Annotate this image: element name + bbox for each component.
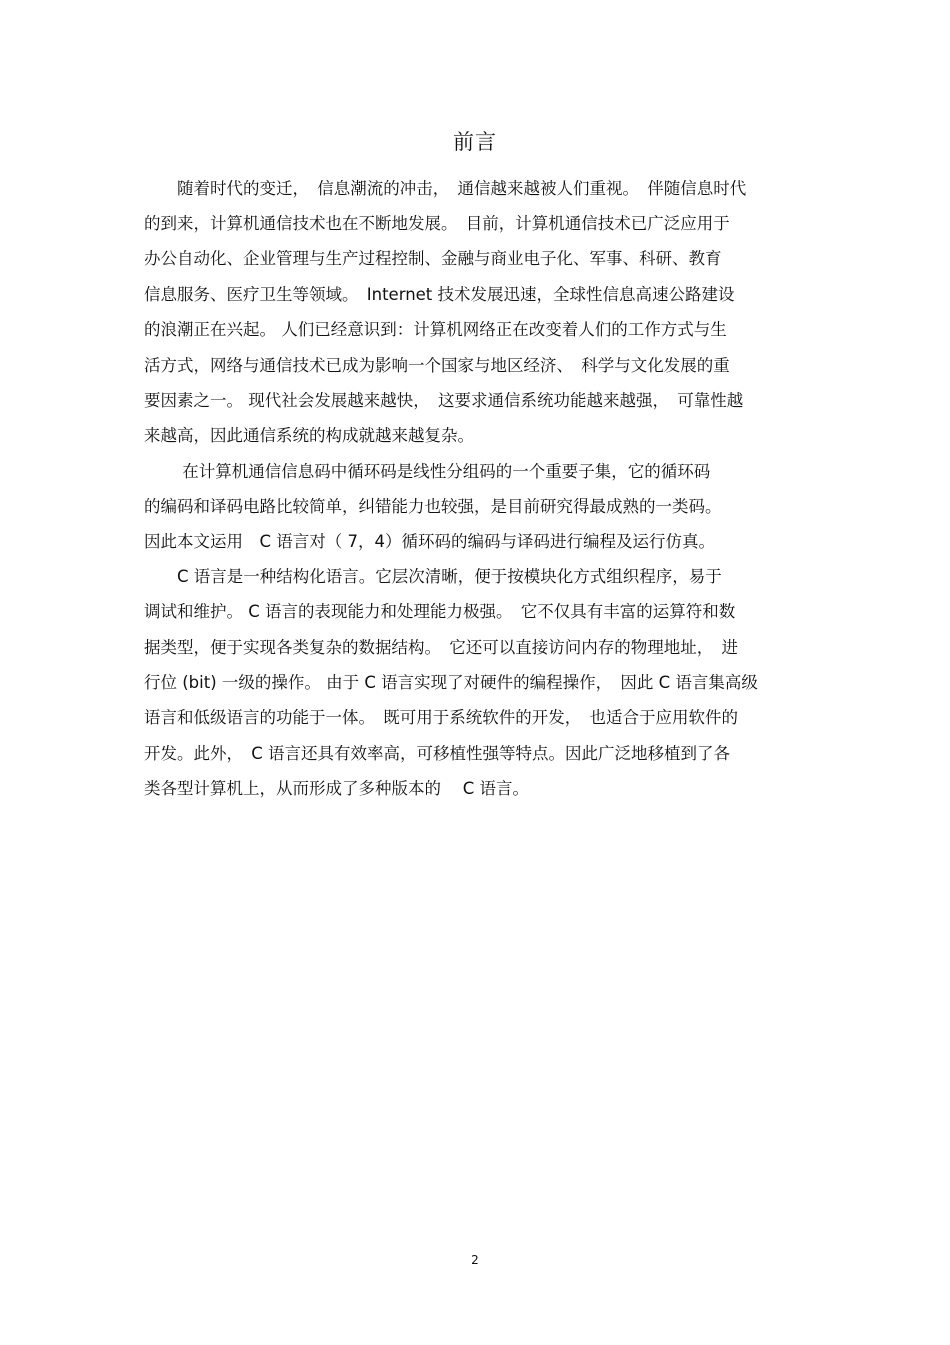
paragraph-line: 要因素之一。 现代社会发展越来越快， 这要求通信系统功能越来越强， 可靠性越 [144, 391, 744, 410]
paragraph-line: 来越高，因此通信系统的构成就越来越复杂。 [144, 426, 474, 445]
paragraph-line: 开发。此外， C 语言还具有效率高，可移植性强等特点。因此广泛地移植到了各 [144, 744, 731, 763]
paragraph-line: 语言和低级语言的功能于一体。 既可用于系统软件的开发， 也适合于应用软件的 [144, 708, 738, 727]
paragraph-line: 办公自动化、企业管理与生产过程控制、金融与商业电子化、军事、科研、教育 [144, 249, 722, 268]
paragraph-line: 信息服务、医疗卫生等领域。 Internet 技术发展迅速，全球性信息高速公路建设 [144, 285, 735, 304]
paragraph-line: 据类型，便于实现各类复杂的数据结构。 它还可以直接访问内存的物理地址， 进 [144, 638, 738, 657]
paragraph-line: 调试和维护。 C 语言的表现能力和处理能力极强。 它不仅具有丰富的运算符和数 [144, 602, 736, 621]
page-number: 2 [471, 1253, 479, 1267]
paragraph-line: 类各型计算机上，从而形成了多种版本的 C 语言。 [144, 779, 530, 798]
paragraph-line: 随着时代的变迁， 信息潮流的冲击， 通信越来越被人们重视。 伴随信息时代 [144, 179, 747, 198]
paragraph-line: 因此本文运用 C 语言对（ 7，4）循环码的编码与译码进行编程及运行仿真。 [144, 532, 716, 551]
paragraph-line: 的编码和译码电路比较简单，纠错能力也较强，是目前研究得最成熟的一类码。 [144, 497, 722, 516]
paragraph-line: 活方式，网络与通信技术已成为影响一个国家与地区经济、 科学与文化发展的重 [144, 356, 730, 375]
page-title: 前言 [453, 130, 497, 154]
paragraph-line: 的到来，计算机通信技术也在不断地发展。 目前，计算机通信技术已广泛应用于 [144, 214, 730, 233]
paragraph-line: 在计算机通信信息码中循环码是线性分组码的一个重要子集，它的循环码 [144, 462, 711, 481]
paragraph-line: 的浪潮正在兴起。 人们已经意识到：计算机网络正在改变着人们的工作方式与生 [144, 320, 727, 339]
paragraph-line: C 语言是一种结构化语言。它层次清晰，便于按模块化方式组织程序，易于 [144, 567, 722, 586]
paragraph-line: 行位 (bit) 一级的操作。 由于 C 语言实现了对硬件的编程操作， 因此 C 语言集高级 [144, 673, 758, 692]
